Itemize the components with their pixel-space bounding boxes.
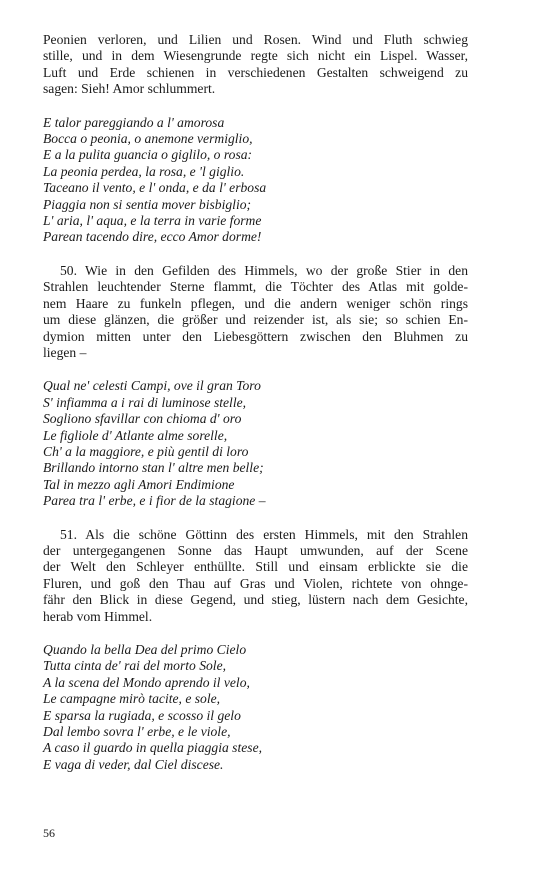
verse-line: Tal in mezzo agli Amori Endimione [43,476,235,492]
verse-line: Tutta cinta de' rai del morto Sole, [43,658,227,674]
italian-verse-stanza [43,115,468,246]
prose-line: um diese glänzen, die größer und reizender ist, als sie; so schien En- [43,312,468,328]
prose-line: der Welt den Schleyer enthüllte. Still und einsam erblickte sie die [43,559,468,575]
prose-line: 50. Wie in den Gefilden des Himmels, wo der große Stier in den [60,262,468,278]
verse-line: Dal lembo sovra l' erbe, e le viole, [43,724,231,740]
prose-line: dymion mitten unter den Liebesgöttern zwischen den Bluhmen zu [43,328,468,344]
verse-line: L' aria, l' aqua, e la terra in varie forme [43,213,262,229]
prose-line: liegen – [43,344,87,360]
prose-line: herab vom Himmel. [43,608,153,624]
verse-line: Ch' a la maggiore, e più gentil di loro [43,443,249,459]
prose-line: Peonien verloren, und Lilien und Rosen. Wind und Fluth schwieg [43,32,468,47]
verse-line: E a la pulita guancia o giglilo, o rosa: [43,147,253,163]
verse-line: Taceano il vento, e l' onda, e da l' erbosa [43,180,267,196]
verse-line: E talor pareggiando a l' amorosa [43,114,225,130]
verse-line: Parean tacendo dire, ecco Amor dorme! [43,229,262,245]
verse-line: Brillando intorno stan l' altre men belle; [43,460,264,476]
italian-verse-stanza [43,642,468,773]
verse-line: S' infiamma a i rai di luminose stelle, [43,394,247,410]
verse-line: Le figliole d' Atlante alme sorelle, [43,427,228,443]
prose-line: stille, und in dem Wiesengrunde regte sich nicht ein Lispel. Wasser, [43,48,468,64]
verse-line: La peonia perdea, la rosa, e 'l giglio. [43,163,245,179]
prose-line: nem Haare zu funkeln pflegen, und die andern weniger schön rings [43,295,468,311]
italian-verse-stanza [43,378,468,509]
verse-line: A la scena del Mondo aprendo il velo, [43,674,250,690]
verse-line: Sogliono sfavillar con chioma d' oro [43,411,242,427]
verse-line: E sparsa la rugiada, e scosso il gelo [43,707,241,723]
prose-line: Strahlen leuchtender Sterne flammt, die Töchter des Atlas mit golde- [43,279,468,295]
verse-line: Piaggia non si sentia mover bisbiglio; [43,196,252,212]
verse-line: Bocca o peonia, o anemone vermiglio, [43,131,253,147]
prose-line: Fluren, und goß den Thau auf Gras und Violen, richtete von ohnge- [43,575,468,591]
prose-line: Luft und Erde schienen in verschiedenen Gestalten schweigend zu [43,64,468,80]
page-number: 56 [43,826,55,840]
prose-paragraph-continued [43,32,468,98]
prose-paragraph-51 [43,527,468,625]
prose-line: fähr den Blick in diese Gegend, und stieg, lüstern nach dem Gesichte, [43,592,468,608]
prose-line: der untergegangenen Sonne das Haupt umwunden, auf der Scene [43,542,468,558]
verse-line: A caso il guardo in quella piaggia stese, [43,740,262,756]
prose-line: 51. Als die schöne Göttinn des ersten Himmels, mit den Strahlen [60,526,468,542]
verse-line: Parea tra l' erbe, e i fior de la stagione – [43,493,266,509]
verse-line: Quando la bella Dea del primo Cielo [43,642,247,657]
verse-line: Qual ne' celesti Campi, ove il gran Toro [43,378,261,394]
prose-line: sagen: Sieh! Amor schlummert. [43,81,216,97]
verse-line: Le campagne mirò tacite, e sole, [43,691,221,707]
prose-paragraph-50 [43,263,468,361]
page-body [43,32,468,773]
verse-line: E vaga di veder, dal Ciel discese. [43,756,224,772]
